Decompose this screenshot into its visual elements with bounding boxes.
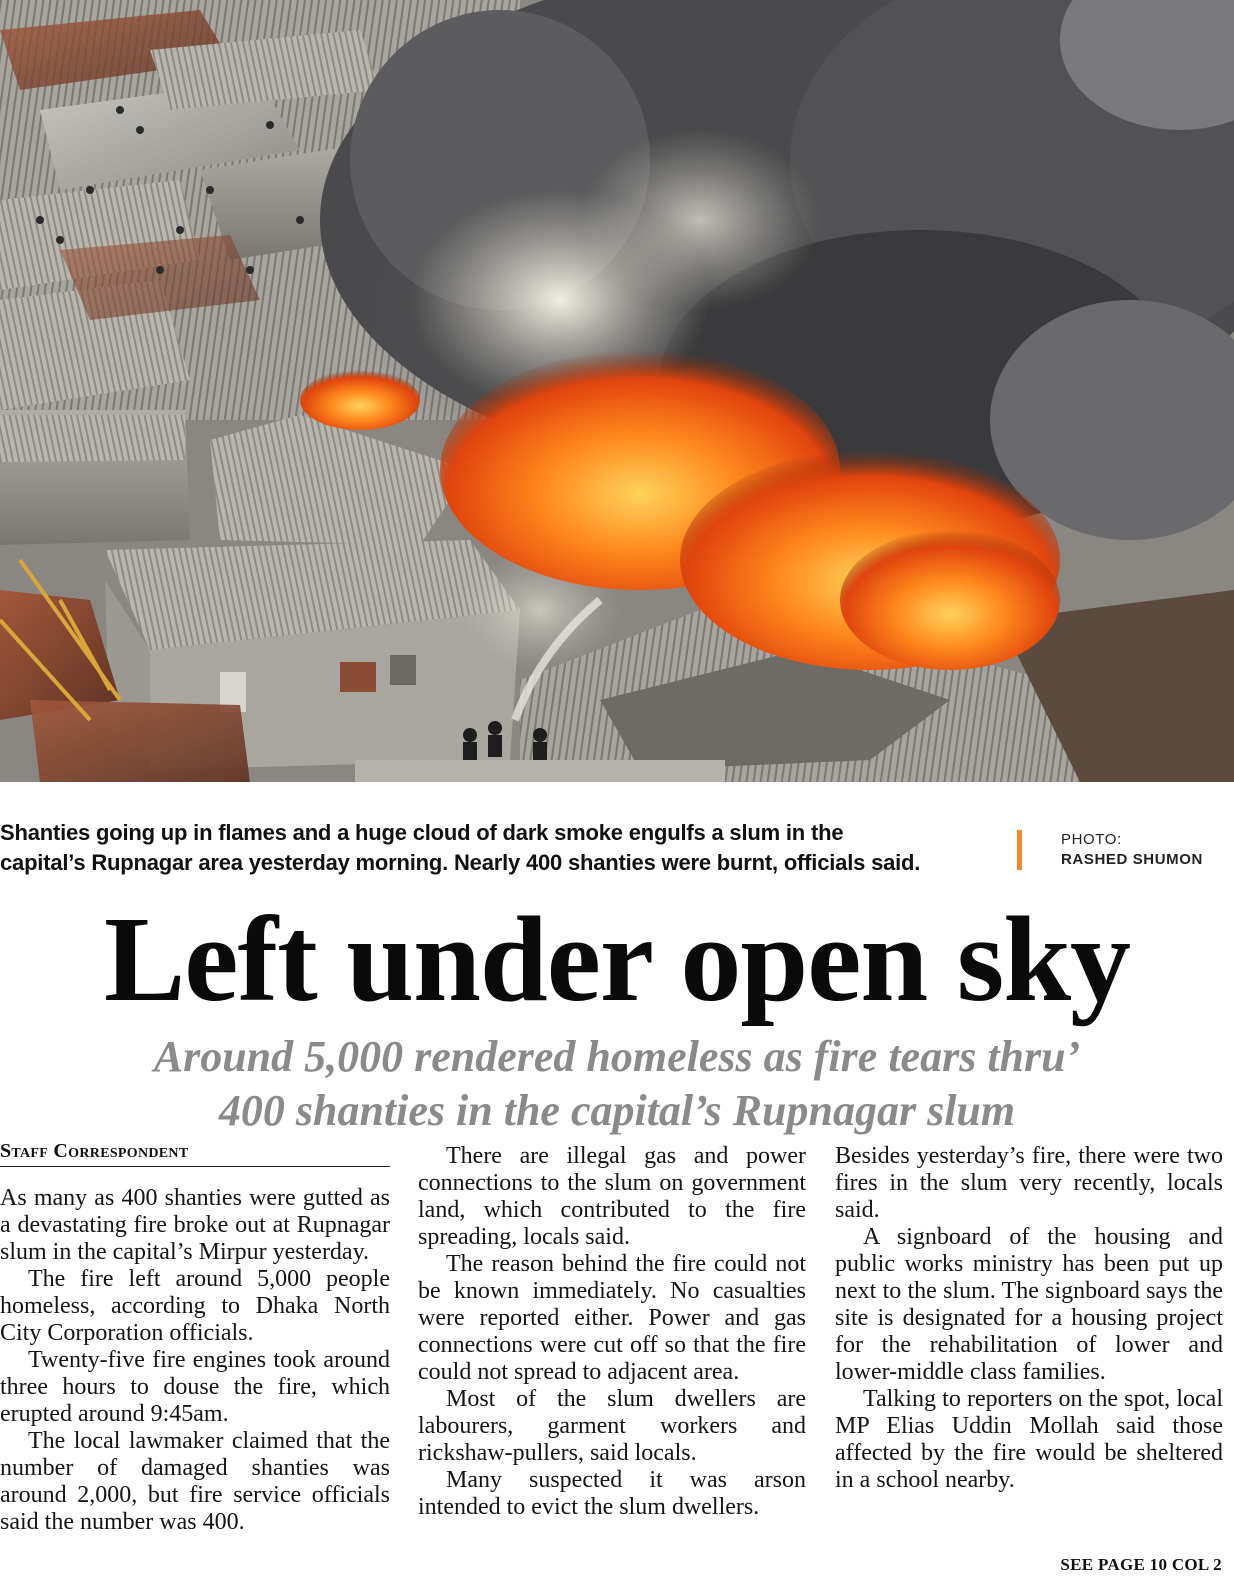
subhead-line-2: 400 shanties in the capital’s Rupnagar slum — [218, 1086, 1016, 1135]
article-column-2 — [418, 1143, 806, 1521]
paragraph: The reason behind the fire could not be known immediately. No casualties were reported either. Power and gas connections were cut off so that the fire could not spread to adjacent area. — [418, 1251, 806, 1385]
headline: Left under open sky — [103, 892, 1131, 1027]
byline: Staff Correspondent — [0, 1140, 390, 1167]
photo-credit-name: RASHED SHUMON — [1061, 851, 1203, 868]
paragraph: A signboard of the housing and public works ministry has been put up next to the slum. The signboard says the site is designated for a housing project for the rehabilitation of lower and lower-middle class families. — [835, 1224, 1223, 1385]
article-column-3 — [835, 1143, 1223, 1494]
paragraph: Besides yesterday’s fire, there were two fires in the slum very recently, locals said. — [835, 1143, 1223, 1223]
paragraph: As many as 400 shanties were gutted as a devastating fire broke out at Rupnagar slum in the capital’s Mirpur yesterday. — [0, 1185, 390, 1265]
article-column-1 — [0, 1140, 390, 1536]
photo-caption — [0, 818, 990, 878]
caption-line-1: Shanties going up in flames and a huge cloud of dark smoke engulfs a slum in the — [0, 820, 844, 845]
caption-line-2: capital’s Rupnagar area yesterday morning. Nearly 400 shanties were burnt, officials said. — [0, 850, 921, 875]
fire-photo-illustration — [0, 0, 1234, 782]
continued-jump-line: SEE PAGE 10 COL 2 — [1060, 1555, 1222, 1574]
photo-credit-label: PHOTO: — [1061, 831, 1122, 848]
paragraph: The fire left around 5,000 people homeless, according to Dhaka North City Corporation officials. — [0, 1266, 390, 1346]
paragraph: Most of the slum dwellers are labourers, garment workers and rickshaw-pullers, said locals. — [418, 1386, 806, 1466]
paragraph: Twenty-five fire engines took around three hours to douse the fire, which erupted around 9:45am. — [0, 1347, 390, 1427]
photo-credit — [1061, 830, 1231, 870]
credit-accent-bar — [1017, 830, 1022, 870]
news-photo — [0, 0, 1234, 782]
paragraph: There are illegal gas and power connections to the slum on government land, which contributed to the fire spreading, locals said. — [418, 1143, 806, 1250]
paragraph: Many suspected it was arson intended to evict the slum dwellers. — [418, 1467, 806, 1520]
paragraph: Talking to reporters on the spot, local MP Elias Uddin Mollah said those affected by the fire would be sheltered in a school nearby. — [835, 1386, 1223, 1493]
paragraph: The local lawmaker claimed that the number of damaged shanties was around 2,000, but fire service officials said the number was 400. — [0, 1428, 390, 1535]
subhead-line-1: Around 5,000 rendered homeless as fire tears thru’ — [153, 1032, 1081, 1081]
subheadline — [0, 1030, 1234, 1138]
